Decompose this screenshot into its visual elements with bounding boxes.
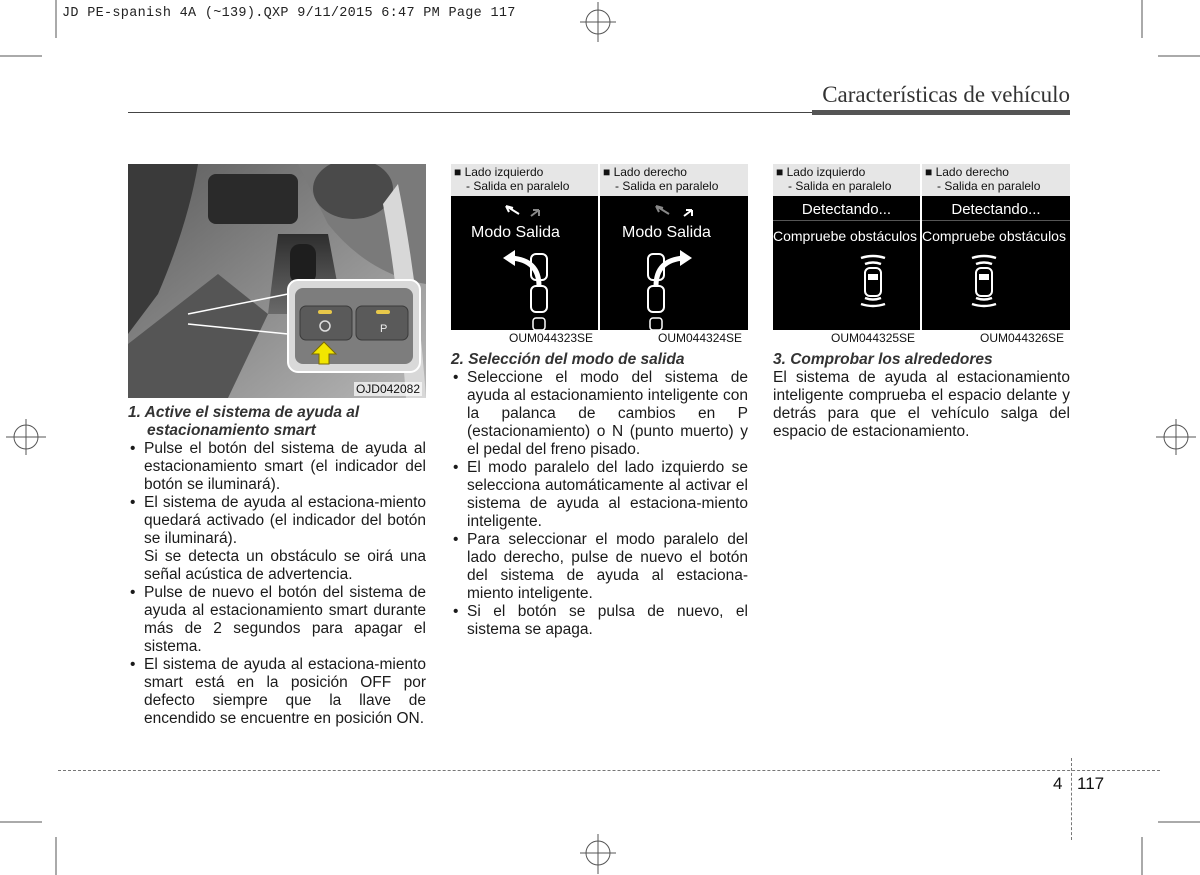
check-obstacles-label: Compruebe obstáculos (773, 228, 917, 244)
left-side-header: ■ Lado izquierdo - Salida en paralelo (451, 164, 598, 196)
step2-caption: 2. Selección del modo de salida (451, 351, 685, 368)
surroundings-check-figure (773, 164, 1070, 347)
step3-caption: 3. Comprobar los alrededores (773, 351, 993, 368)
car-interior-image (128, 164, 426, 398)
step1-bullet: • El sistema de ayuda al estaciona-miento quedará activado (el indicador del botón se iluminará). (128, 494, 426, 548)
detecting-label: Detectando... (801, 201, 892, 218)
image-code: OUM044323SE (509, 331, 594, 345)
step2-bullet: • Si el botón se pulsa de nuevo, el sistema se apaga. (451, 603, 748, 639)
step3-paragraph: El sistema de ayuda al estacionamiento inteligente comprueba el espacio delante y detrás para que el vehículo salga del espacio de estacionamiento. (773, 369, 1070, 440)
parking-button-label: P (380, 323, 388, 335)
step1-bullet: • El sistema de ayuda al estaciona-miento smart está en la posición OFF por defecto siempre que la llave de encendido se encuentre en posición ON. (128, 656, 426, 728)
left-side-header: ■ Lado izquierdo - Salida en paralelo (773, 164, 920, 196)
car-console-illustration (128, 164, 426, 398)
step1-note: Si se detecta un obstáculo se oirá una señal acústica de advertencia. (144, 548, 426, 583)
page-number: 117 (1077, 774, 1105, 793)
detecting-label: Detectando... (951, 201, 1041, 218)
display-mode-label: Modo Salida (622, 224, 711, 241)
image-code: OJD042082 (355, 382, 420, 396)
right-detect-display (922, 196, 1070, 330)
step2-bullet: • Seleccione el modo del sistema de ayuda al estacionamiento inteligente con la palanca de cambios en P (estacionamiento) o N (punto muerto) y el pedal del freno pisado. (451, 369, 748, 459)
section-title: Características de vehículo (822, 82, 1070, 107)
step1-caption-line1: 1. Active el sistema de ayuda al (128, 404, 360, 421)
check-obstacles-label: Compruebe obstáculos (922, 228, 1066, 244)
image-code: OUM044326SE (980, 331, 1065, 345)
right-side-header: ■ Lado derecho - Salida en paralelo (600, 164, 748, 196)
left-exit-display (451, 196, 598, 330)
chapter-number: 4 (1053, 774, 1063, 793)
exit-mode-figure (451, 164, 748, 347)
print-slug: JD PE-spanish 4A (~139).QXP 9/11/2015 6:47 PM Page 117 (62, 6, 516, 21)
step1-bullet: • Pulse el botón del sistema de ayuda al estacionamiento smart (el indicador del botón se iluminará). (128, 440, 426, 494)
right-exit-display (600, 196, 748, 330)
image-code: OUM044324SE (658, 331, 743, 345)
right-side-header: ■ Lado derecho - Salida en paralelo (922, 164, 1070, 196)
step2-bullet: • Para seleccionar el modo paralelo del lado derecho, pulse de nuevo el botón del sistema de ayuda al estaciona-miento inteligente. (451, 531, 748, 603)
step1-bullet: • Pulse de nuevo el botón del sistema de ayuda al estacionamiento smart durante más de 2 segundos para apagar el sistema. (128, 584, 426, 656)
footer-dashed-rule (58, 770, 1160, 771)
footer-vertical-rule (1071, 758, 1072, 840)
display-mode-label: Modo Salida (471, 224, 560, 241)
image-code: OUM044325SE (831, 331, 916, 345)
step1-caption-line2: estacionamiento smart (147, 422, 316, 439)
title-rule-accent (812, 110, 1070, 115)
step2-bullet: • El modo paralelo del lado izquierdo se selecciona automáticamente al activar el sistema de ayuda al estaciona-miento inteligente. (451, 459, 748, 531)
left-detect-display (773, 196, 920, 330)
